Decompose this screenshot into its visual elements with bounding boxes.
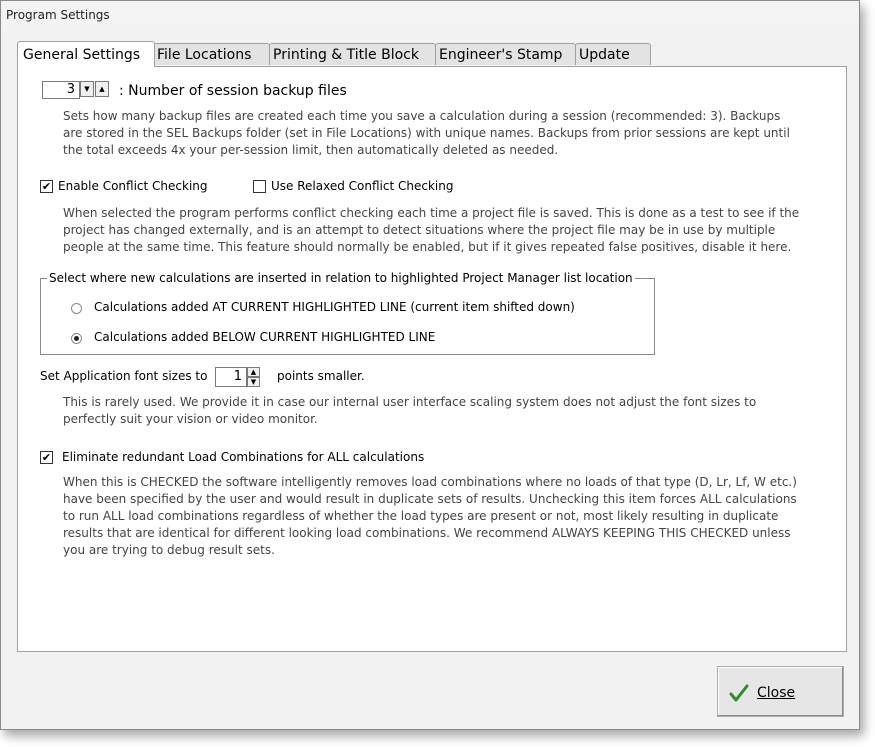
font-size-suffix-label: points smaller. xyxy=(277,369,365,383)
chevron-down-icon[interactable]: ▼ xyxy=(247,377,260,387)
radio-at-current-line[interactable] xyxy=(71,303,82,314)
title-bar xyxy=(1,1,859,31)
tab-label: Update xyxy=(579,47,630,63)
backup-count-selector[interactable] xyxy=(42,81,110,99)
insert-position-group xyxy=(40,271,655,355)
tab-label: Engineer's Stamp xyxy=(439,47,563,63)
window-title: Program Settings xyxy=(6,8,110,22)
tab-printing-title-block[interactable] xyxy=(269,43,436,65)
load-combinations-label[interactable]: Eliminate redundant Load Combinations for ALL calculations xyxy=(62,450,425,464)
tab-engineers-stamp[interactable] xyxy=(435,43,576,65)
chevron-down-icon[interactable]: ▼ xyxy=(80,81,94,97)
conflict-description: When selected the program performs conflict checking each time a project file is saved. This is done as a test to see if the project has changed externally, and is an attempt to detect situations where the project file may be in use by multiple people at the same time. This feature should normally be enabled, but if it gives repeated false positives, disable it here. xyxy=(63,206,800,254)
backup-count-label: : Number of session backup files xyxy=(119,83,347,99)
enable-conflict-label[interactable]: Enable Conflict Checking xyxy=(58,179,208,193)
backup-count-value[interactable]: 3 xyxy=(42,81,80,99)
font-size-prefix-label: Set Application font sizes to xyxy=(40,369,208,383)
relaxed-conflict-checkbox[interactable] xyxy=(253,180,266,193)
radio-at-current-line-label[interactable]: Calculations added AT CURRENT HIGHLIGHTED LINE (current item shifted down) xyxy=(94,300,575,314)
chevron-up-icon[interactable]: ▲ xyxy=(95,81,109,97)
tab-label: Printing & Title Block xyxy=(273,47,419,63)
enable-conflict-checkbox[interactable]: ✔ xyxy=(41,180,52,193)
tab-label: File Locations xyxy=(157,47,252,63)
close-button[interactable] xyxy=(717,666,844,717)
load-combinations-description: When this is CHECKED the software intelligently removes load combinations where no loads of that type (D, Lr, Lf, W etc.) have been specified by the user and would result in duplicate sets of results. Unchecking this item forces ALL calculations to run ALL load combinations regardless of whether the load types are present or not, most likely resulting in duplicate results that are identical for different looking load combinations. We recommend ALWAYS KEEPING THIS CHECKED unless you are trying to debug result sets. xyxy=(63,475,797,557)
font-size-value[interactable]: 1 xyxy=(215,367,247,387)
load-combinations-checkbox[interactable]: ✔ xyxy=(41,451,52,464)
general-settings-panel xyxy=(17,66,847,652)
radio-selected-dot xyxy=(74,336,79,341)
backup-description: Sets how many backup files are created each time you save a calculation during a session (recommended: 3). Backups are stored in the SEL Backups folder (set in File Locations) with unique names. Backups from prior sessions are kept until the total exceeds 4x your per-session limit, then automatically deleted as needed. xyxy=(63,109,790,157)
close-button-label: Close xyxy=(757,685,796,701)
font-size-description: This is rarely used. We provide it in case our internal user interface scaling system does not adjust the font sizes to perfectly suit your vision or video monitor. xyxy=(63,395,757,426)
chevron-up-icon[interactable]: ▲ xyxy=(247,367,260,377)
radio-below-current-line-label[interactable]: Calculations added BELOW CURRENT HIGHLIGHTED LINE xyxy=(94,330,436,344)
relaxed-conflict-label[interactable]: Use Relaxed Conflict Checking xyxy=(271,179,454,193)
tab-label: General Settings xyxy=(23,47,141,63)
font-size-selector[interactable] xyxy=(215,367,261,387)
checkmark-icon xyxy=(729,683,749,703)
radio-below-current-line[interactable] xyxy=(71,333,82,344)
tab-file-locations[interactable] xyxy=(153,43,270,65)
tab-general-settings[interactable] xyxy=(17,41,155,67)
insert-position-legend: Select where new calculations are inserted in relation to highlighted Project Manager list location xyxy=(49,271,633,285)
tab-update[interactable] xyxy=(575,43,651,65)
